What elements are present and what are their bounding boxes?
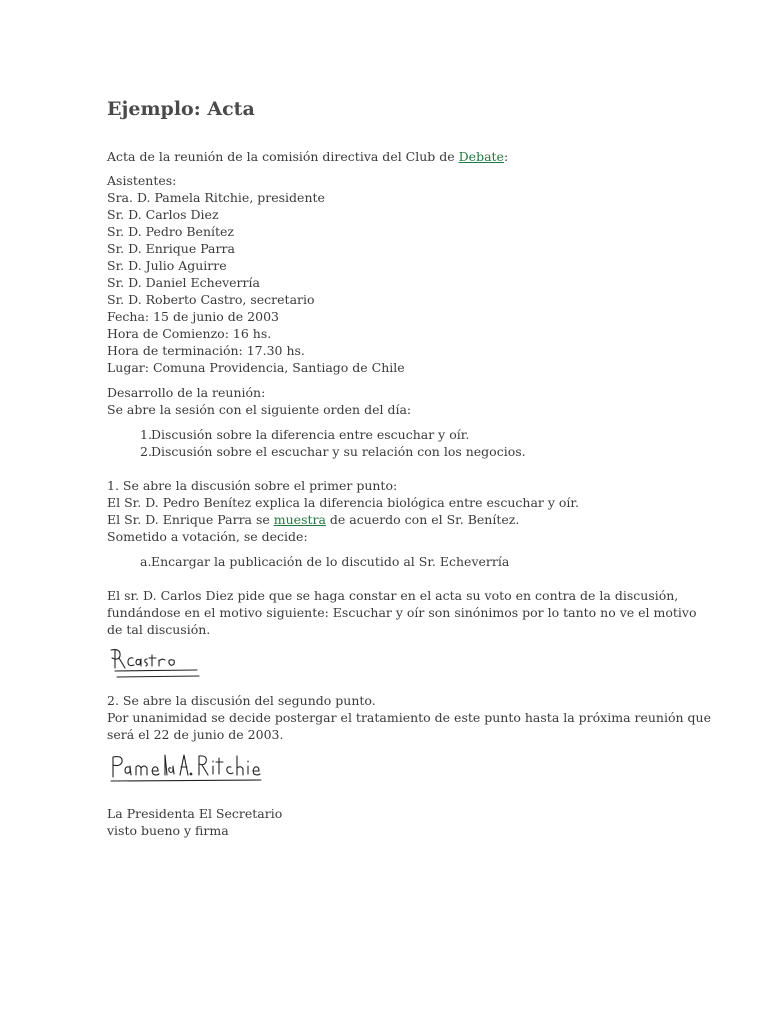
- attendees-heading: Asistentes:: [107, 173, 177, 188]
- development-block: [107, 384, 707, 418]
- meeting-date: Fecha: 15 de junio de 2003: [107, 309, 279, 324]
- intro-line: Acta de la reunión de la comisión directiva del Club de Debate:: [107, 149, 509, 164]
- attendee-line: Sr. D. Julio Aguirre: [107, 258, 227, 273]
- meeting-place: Lugar: Comuna Providencia, Santiago de Chile: [107, 360, 405, 375]
- document-page: [107, 96, 711, 839]
- point1-block: 1. Se abre la discusión sobre el primer punto: El Sr. D. Pedro Benítez explica la diferencia biológica entre escuchar y oír. El Sr. D. Enrique Parra se muestra de acuerdo con el Sr. Benítez. Sometido a votación, se decide:: [107, 478, 579, 544]
- attendee-line: Sr. D. Roberto Castro, secretario: [107, 292, 315, 307]
- decision-list: [107, 553, 707, 570]
- point2-block: 2. Se abre la discusión del segundo punto. Por unanimidad se decide postergar el tratamiento de este punto hasta la próxima reunión que será el 22 de junio de 2003.: [107, 693, 711, 742]
- closing-signers: La Presidenta El Secretario: [107, 806, 283, 821]
- attendee-line: Sr. D. Carlos Diez: [107, 207, 219, 222]
- closing-block: [107, 805, 707, 839]
- development-heading: Desarrollo de la reunión:: [107, 385, 266, 400]
- agenda-item: 1.Discusión sobre la diferencia entre escuchar y oír.: [140, 427, 470, 442]
- end-time: Hora de terminación: 17.30 hs.: [107, 343, 305, 358]
- attendee-line: Sr. D. Pedro Benítez: [107, 224, 234, 239]
- objection-block: El sr. D. Carlos Diez pide que se haga constar en el acta su voto en contra de la discusión, fundándose en el motivo siguiente: Escuchar y oír son sinónimos por lo tanto no ve el motivo de tal discusión.: [107, 588, 697, 637]
- signature-ritchie: [107, 747, 267, 793]
- debate-link[interactable]: Debate: [458, 149, 504, 164]
- signature-castro: [107, 644, 207, 684]
- attendee-line: Sr. D. Enrique Parra: [107, 241, 235, 256]
- document-title: Ejemplo: Acta: [107, 98, 255, 120]
- muestra-link[interactable]: muestra: [273, 512, 326, 527]
- start-time: Hora de Comienzo: 16 hs.: [107, 326, 272, 341]
- agenda-item: 2.Discusión sobre el escuchar y su relación con los negocios.: [140, 444, 526, 459]
- order-intro: Se abre la sesión con el siguiente orden del día:: [107, 402, 412, 417]
- attendee-line: Sra. D. Pamela Ritchie, presidente: [107, 190, 325, 205]
- attendees-block: [107, 172, 707, 376]
- agenda-list: [107, 426, 707, 460]
- attendee-line: Sr. D. Daniel Echeverría: [107, 275, 260, 290]
- closing-approval: visto bueno y firma: [107, 823, 229, 838]
- decision-item: a.Encargar la publicación de lo discutido al Sr. Echeverría: [140, 554, 510, 569]
